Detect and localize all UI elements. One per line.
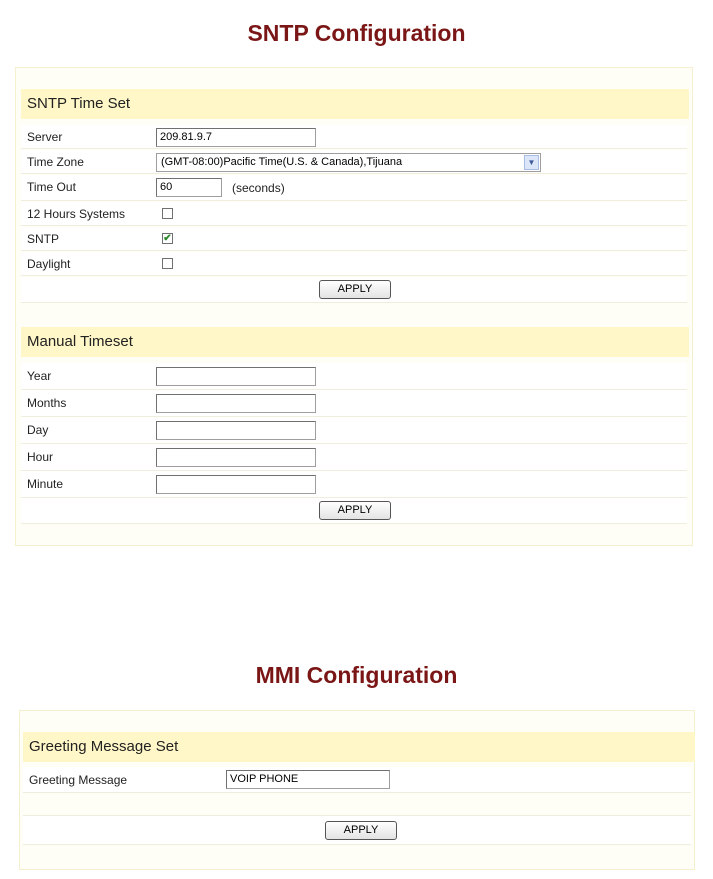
hours12-checkbox[interactable] bbox=[162, 208, 173, 219]
year-input[interactable] bbox=[156, 367, 316, 386]
hours12-row bbox=[21, 202, 687, 226]
checkmark-icon: ✔ bbox=[163, 233, 172, 244]
manual-timeset-header: Manual Timeset bbox=[21, 327, 689, 357]
minute-label: Minute bbox=[27, 477, 64, 491]
server-label: Server bbox=[27, 130, 63, 144]
timeout-label: Time Out bbox=[27, 180, 76, 194]
day-row bbox=[21, 417, 687, 444]
months-label: Months bbox=[27, 396, 67, 410]
daylight-row bbox=[21, 252, 687, 276]
timezone-select[interactable] bbox=[156, 153, 541, 172]
sntp-time-set-header: SNTP Time Set bbox=[21, 89, 689, 119]
day-input[interactable] bbox=[156, 421, 316, 440]
sntp-page-title: SNTP Configuration bbox=[247, 20, 466, 46]
year-row bbox=[21, 363, 687, 390]
greeting-message-set-header: Greeting Message Set bbox=[23, 732, 695, 762]
hour-label: Hour bbox=[27, 450, 54, 464]
minute-row bbox=[21, 471, 687, 498]
sntp-panel bbox=[15, 67, 693, 546]
months-row bbox=[21, 390, 687, 417]
minute-input[interactable] bbox=[156, 475, 316, 494]
months-input[interactable] bbox=[156, 394, 316, 413]
daylight-label: Daylight bbox=[27, 257, 71, 271]
sntp-checkbox[interactable] bbox=[162, 233, 173, 244]
timezone-selected-value: (GMT-08:00)Pacific Time(U.S. & Canada),Tijuana bbox=[161, 156, 403, 168]
hour-row bbox=[21, 444, 687, 471]
hours12-label: 12 Hours Systems bbox=[27, 207, 126, 221]
server-row bbox=[21, 125, 687, 149]
timeout-row bbox=[21, 175, 687, 201]
manual-apply-row bbox=[21, 498, 687, 524]
timezone-row bbox=[21, 150, 687, 174]
sntp-row bbox=[21, 227, 687, 251]
manual-apply-button[interactable]: APPLY bbox=[319, 501, 391, 520]
greeting-message-label: Greeting Message bbox=[29, 773, 128, 787]
timeout-input[interactable]: 60 bbox=[156, 178, 222, 197]
mmi-panel bbox=[19, 710, 695, 870]
mmi-apply-row bbox=[23, 815, 691, 845]
timeout-unit: (seconds) bbox=[232, 181, 285, 195]
day-label: Day bbox=[27, 423, 49, 437]
server-input[interactable]: 209.81.9.7 bbox=[156, 128, 316, 147]
sntp-apply-row bbox=[21, 277, 687, 303]
sntp-apply-button[interactable]: APPLY bbox=[319, 280, 391, 299]
greeting-message-row bbox=[23, 767, 691, 793]
sntp-label: SNTP bbox=[27, 232, 60, 246]
mmi-apply-button[interactable]: APPLY bbox=[325, 821, 397, 840]
timezone-label: Time Zone bbox=[27, 155, 84, 169]
chevron-down-icon[interactable]: ▼ bbox=[524, 155, 539, 170]
year-label: Year bbox=[27, 369, 52, 383]
mmi-page-title: MMI Configuration bbox=[255, 662, 458, 688]
hour-input[interactable] bbox=[156, 448, 316, 467]
daylight-checkbox[interactable] bbox=[162, 258, 173, 269]
greeting-message-input[interactable]: VOIP PHONE bbox=[226, 770, 390, 789]
